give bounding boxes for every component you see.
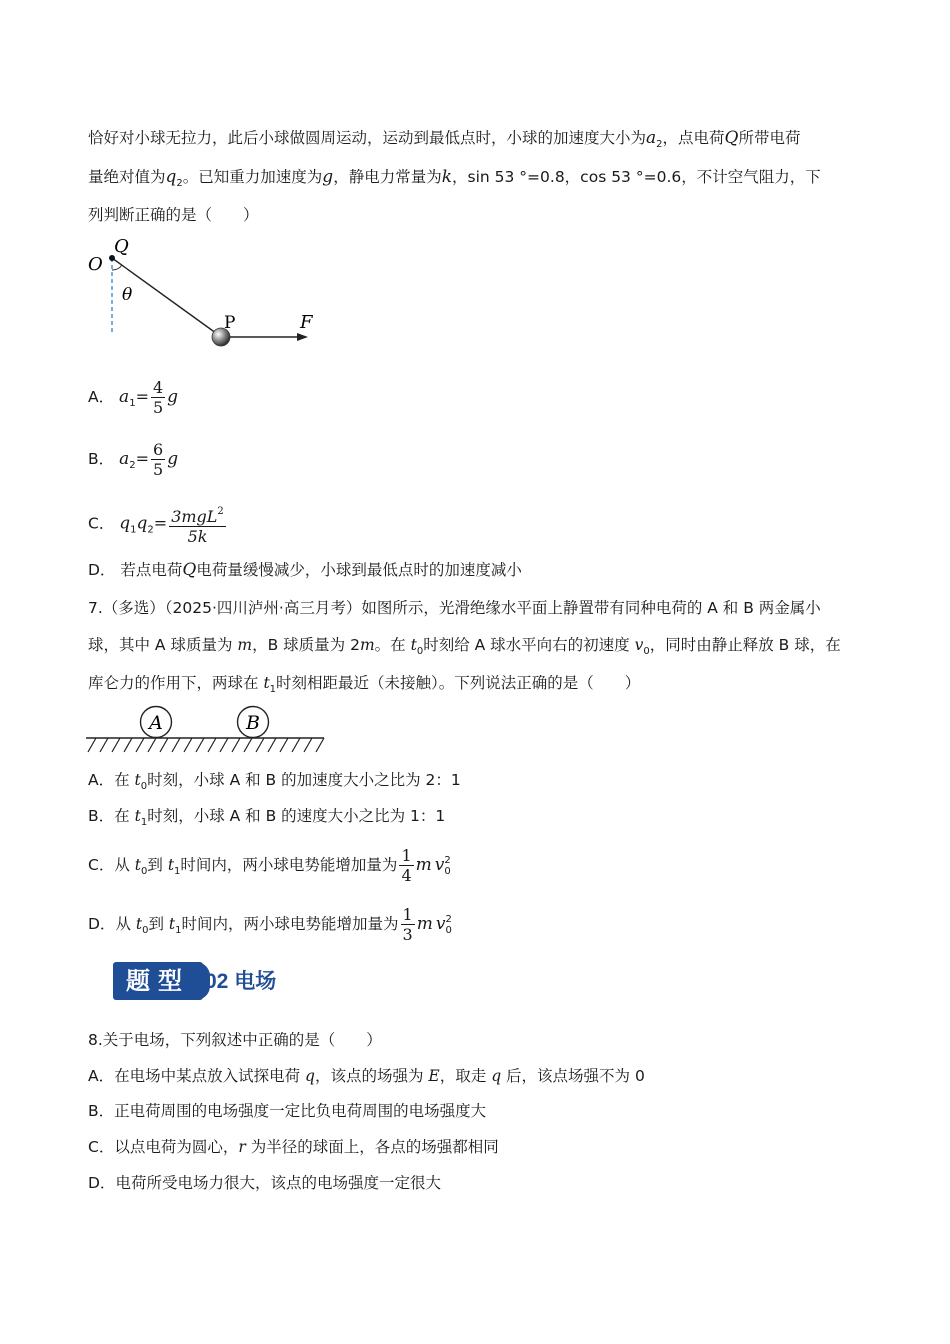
sup-sub-stack — [445, 914, 451, 936]
option-label: C． — [88, 856, 115, 874]
text: 时刻给 A 球水平向右的初速度 — [423, 636, 635, 654]
fraction — [401, 905, 415, 944]
q7-option-A — [88, 769, 461, 798]
text: 在 — [114, 807, 135, 825]
text: 时间内，两小球电势能增加量为 — [181, 915, 399, 933]
var-t: t — [135, 915, 143, 933]
var-t: t — [134, 856, 141, 874]
subscript: 0 — [142, 925, 149, 936]
text: 后，该点场强不为 0 — [501, 1067, 645, 1085]
ball-A-label: A — [149, 712, 163, 734]
var-t: t — [167, 856, 175, 874]
text: 正电荷周围的电场强度一定比负电荷周围的电场强度大 — [114, 1102, 487, 1120]
subscript: 1 — [129, 398, 136, 409]
var-v: v — [434, 855, 445, 875]
var-t: t — [410, 636, 417, 654]
two-balls-figure — [84, 704, 329, 756]
option-text: 若点电荷 — [120, 561, 183, 579]
var-m: m — [237, 636, 253, 654]
var-m: m — [415, 855, 432, 875]
var-g: g — [167, 449, 179, 469]
q6-option-D — [88, 559, 522, 581]
subscript: 0 — [643, 646, 650, 657]
label-O: O — [88, 254, 103, 275]
option-label: C． — [88, 514, 115, 533]
q7-line-3 — [88, 672, 640, 701]
text: ，B 球质量为 2 — [252, 636, 360, 654]
text: 。在 — [374, 636, 411, 654]
numerator — [169, 502, 226, 527]
option-label: C． — [88, 1138, 115, 1156]
option-label: D． — [88, 1174, 116, 1192]
force-arrowhead — [297, 333, 308, 341]
var-t: t — [134, 771, 141, 789]
q7-option-C — [88, 846, 451, 885]
subscript: 0 — [140, 781, 148, 792]
subscript: 1 — [140, 817, 148, 828]
text: 时刻，小球 A 和 B 的加速度大小之比为 2：1 — [147, 771, 461, 789]
var-r: r — [238, 1138, 246, 1156]
section-title: 02 电场 — [205, 970, 277, 993]
subscript: 0 — [444, 865, 451, 877]
fraction — [151, 378, 165, 417]
q6-option-B — [88, 440, 178, 479]
q6-line1-text: 恰好对小球无拉力，此后小球做圆周运动，运动到最低点时，小球的加速度大小为 — [88, 129, 647, 147]
pendulum-figure — [82, 232, 332, 352]
fraction — [151, 440, 165, 479]
subscript: 1 — [175, 925, 182, 936]
text: 电荷所受电场力很大，该点的电场强度一定很大 — [115, 1174, 441, 1192]
text: 到 — [147, 856, 168, 874]
var-t: t — [168, 915, 176, 933]
surface-hatching — [88, 738, 324, 752]
text: ，该点的场强为 — [314, 1067, 429, 1085]
superscript: 2 — [444, 854, 451, 866]
sup-sub-stack — [444, 855, 450, 877]
text: 从 — [114, 856, 135, 874]
subscript: 2 — [147, 524, 154, 536]
subscript: 1 — [269, 684, 277, 695]
text: 从 — [115, 915, 136, 933]
label-P: P — [224, 313, 236, 333]
option-label: D． — [88, 915, 116, 933]
label-F: F — [300, 312, 313, 333]
numerator: 1 — [401, 846, 412, 865]
text: ，同时由静止释放 B 球，在 — [649, 636, 841, 654]
var-k: k — [441, 167, 453, 187]
var-q: q — [491, 1067, 502, 1085]
subscript: 0 — [141, 866, 148, 877]
q6-option-C — [88, 502, 228, 546]
var-v: v — [435, 914, 446, 934]
q6-line2-b: 。已知重力加速度为 — [182, 168, 323, 186]
q7-option-D — [88, 905, 452, 944]
var-m: m — [416, 914, 433, 934]
option-text: 电荷量缓慢减少，小球到最低点时的加速度减小 — [196, 561, 522, 579]
q6-line2-d: ，sin 53 °=0.8，cos 53 °=0.6，不计空气阻力，下 — [452, 168, 821, 186]
var-q: q — [136, 513, 148, 534]
section-badge: 题型 — [113, 962, 203, 1000]
text: 在电场中某点放入试探电荷 — [114, 1067, 306, 1085]
var-g: g — [167, 387, 179, 407]
var-a: a — [119, 387, 130, 407]
subscript: 1 — [174, 866, 181, 877]
subscript: 0 — [445, 924, 452, 936]
option-label: D． — [88, 561, 116, 579]
subscript: 1 — [130, 524, 137, 536]
text: 库仑力的作用下，两球在 — [88, 674, 264, 692]
q8-option-A — [88, 1065, 645, 1087]
denominator: 3 — [402, 925, 413, 944]
q8-line-1: 8.关于电场，下列叙述中正确的是（ ） — [88, 1031, 382, 1049]
q6-line-3: 列判断正确的是（ ） — [88, 206, 259, 224]
subscript: 0 — [416, 646, 424, 657]
denominator: 5 — [153, 460, 164, 479]
text: 到 — [148, 915, 169, 933]
var-a: a — [119, 449, 130, 469]
subscript: 2 — [129, 460, 136, 471]
option-label: A． — [88, 1067, 115, 1085]
q6-line-2 — [88, 166, 821, 195]
q8-option-C — [88, 1136, 499, 1158]
text: 球，其中 A 球质量为 — [88, 636, 238, 654]
text: 在 — [114, 771, 135, 789]
angle-arc — [112, 265, 122, 270]
var-E: E — [428, 1067, 440, 1085]
ball-B-label: B — [246, 712, 260, 734]
option-label: A． — [88, 388, 115, 406]
var-Q: Q — [724, 128, 739, 148]
superscript: 2 — [445, 913, 452, 925]
var-q: q — [119, 513, 131, 534]
equals: = — [135, 449, 149, 468]
option-label: B． — [88, 807, 115, 825]
var-Q: Q — [182, 560, 197, 580]
numerator: 1 — [402, 905, 413, 924]
q6-line1-end: 所带电荷 — [738, 129, 801, 147]
var-a: a — [646, 128, 657, 148]
numerator-text: 3mgL — [171, 507, 218, 526]
text: ，取走 — [439, 1067, 492, 1085]
text: 以点电荷为圆心， — [114, 1138, 239, 1156]
equals: = — [135, 387, 149, 406]
var-q: q — [165, 167, 177, 187]
denominator: 5k — [187, 527, 208, 546]
q8-option-B — [88, 1100, 486, 1122]
q7-option-B — [88, 805, 445, 834]
superscript: 2 — [217, 506, 224, 517]
text: 时刻相距最近（未接触）。下列说法正确的是（ ） — [276, 674, 641, 692]
var-m: m — [359, 636, 375, 654]
var-t: t — [263, 674, 270, 692]
q8-option-D — [88, 1172, 441, 1194]
denominator: 5 — [152, 398, 164, 417]
equals: = — [153, 513, 168, 533]
denominator: 4 — [401, 866, 412, 885]
fraction — [169, 502, 226, 546]
q7-line-2 — [88, 634, 841, 663]
text: 时刻，小球 A 和 B 的速度大小之比为 1：1 — [147, 807, 446, 825]
q7-line-1: 7.（多选）（2025·四川泸州·高三月考）如图所示，光滑绝缘水平面上静置带有同种电荷的 A 和 B 两金属小 — [88, 599, 821, 617]
fraction — [399, 846, 413, 885]
var-q: q — [305, 1067, 315, 1085]
q6-line-1 — [88, 127, 801, 156]
var-v: v — [634, 636, 644, 654]
label-theta: θ — [122, 285, 133, 305]
q6-line2-c: ，静电力常量为 — [333, 168, 442, 186]
option-label: B． — [88, 1102, 115, 1120]
subscript: 2 — [176, 178, 183, 189]
text: 时间内，两小球电势能增加量为 — [180, 856, 398, 874]
var-t: t — [134, 807, 141, 825]
subscript: 2 — [656, 139, 663, 150]
q6-line2-a: 量绝对值为 — [88, 168, 166, 186]
label-Q: Q — [114, 236, 129, 257]
option-label: B． — [88, 450, 115, 468]
numerator: 6 — [153, 440, 164, 459]
var-g: g — [322, 167, 334, 187]
numerator: 4 — [152, 378, 164, 397]
option-label: A． — [88, 771, 115, 789]
q6-line1-mid: ，点电荷 — [662, 129, 725, 147]
q6-option-A — [88, 378, 178, 417]
text: 为半径的球面上，各点的场强都相同 — [245, 1138, 499, 1156]
